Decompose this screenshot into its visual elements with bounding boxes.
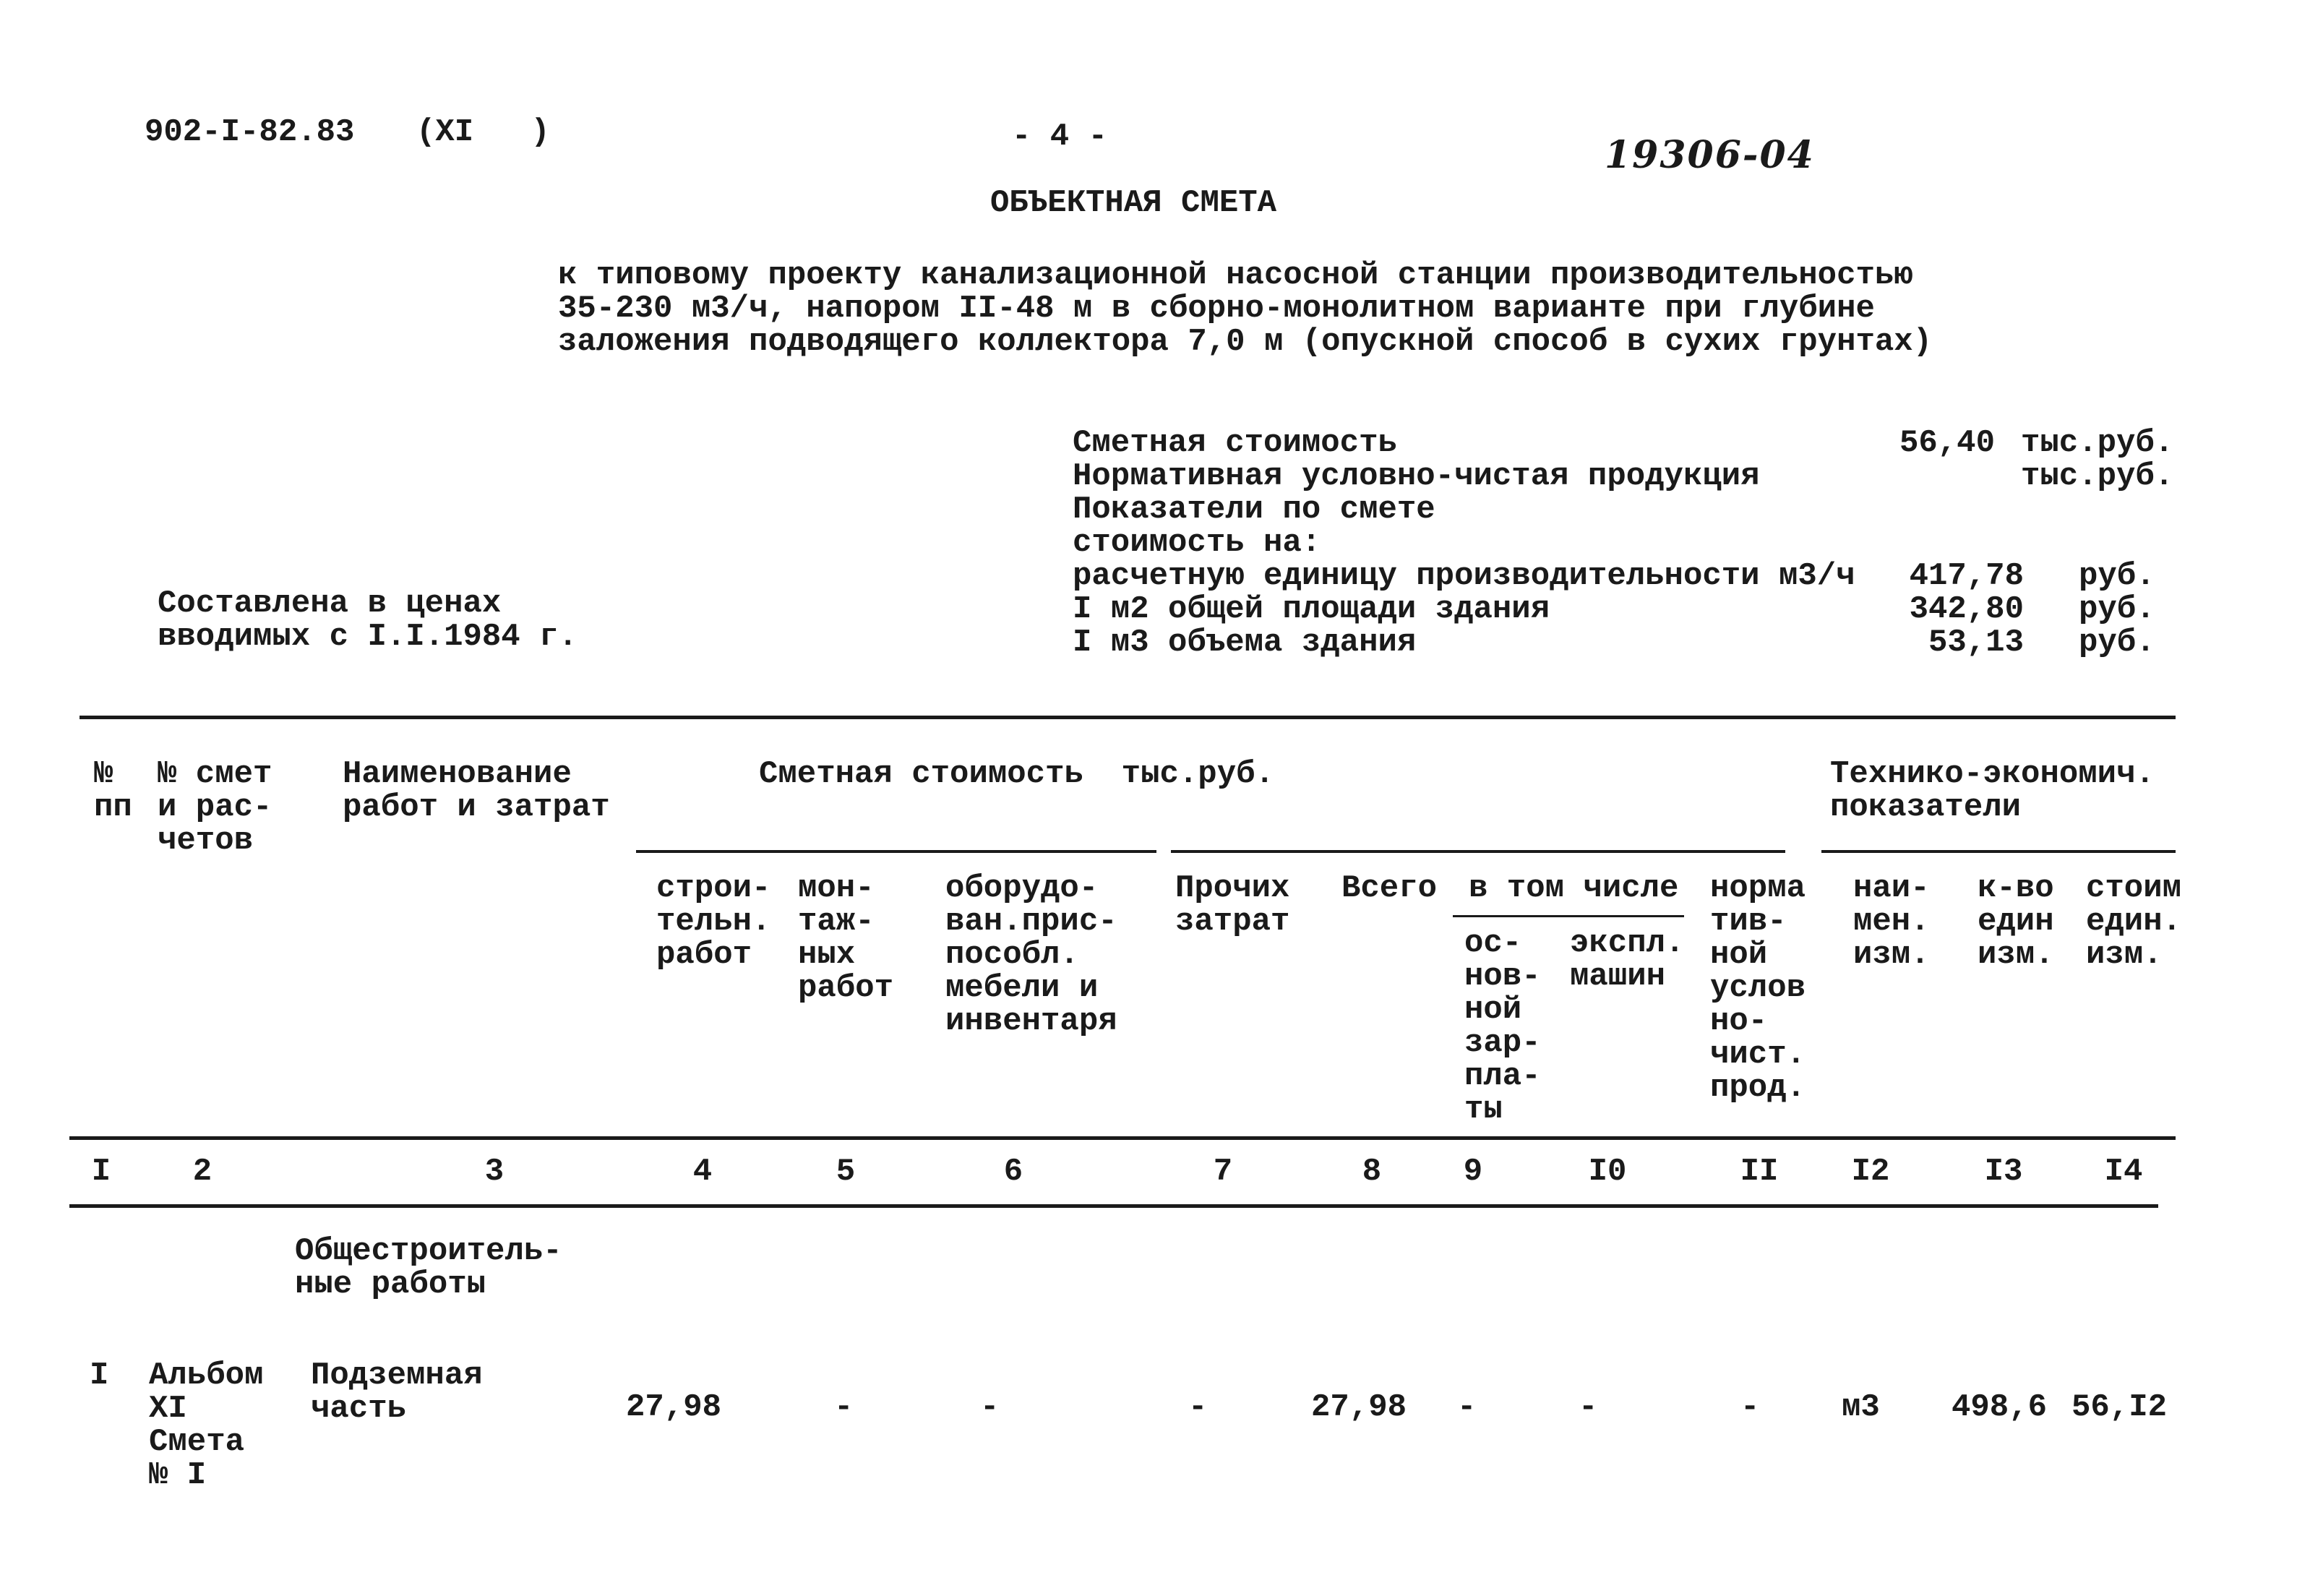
- header-total: Всего: [1341, 870, 1438, 906]
- header-num: № пп: [94, 756, 132, 825]
- col-number: I: [91, 1154, 111, 1190]
- cost-per-label: стоимость на:: [1073, 525, 1321, 561]
- subtitle-line-3: заложения подводящего коллектора 7,0 м (опускной способ в сухих грунтах): [558, 324, 1933, 360]
- subtitle-line-2: 35-230 м3/ч, напором II-48 м в сборно-монолитном варианте при глубине: [558, 291, 1875, 327]
- row-equipment: -: [980, 1389, 1000, 1425]
- cost-group-underline-right: [1171, 850, 1785, 853]
- including-underline: [1453, 915, 1684, 917]
- estimate-cost-value: 56,40: [1899, 425, 1995, 461]
- inventory-number: 19306-04: [1605, 133, 1815, 177]
- document-title: ОБЪЕКТНАЯ СМЕТА: [990, 185, 1277, 221]
- per-capacity-label: расчетную единицу производительности м3/ч: [1073, 558, 1855, 594]
- col-number: I3: [1984, 1154, 2023, 1190]
- header-name: Наименование работ и затрат: [343, 756, 610, 825]
- col-number: 4: [692, 1154, 713, 1190]
- col-number: 3: [484, 1154, 505, 1190]
- row-salary: -: [1457, 1389, 1477, 1425]
- album-mark: (XI ): [416, 114, 550, 150]
- header-estimate: № смет и рас- четов: [158, 756, 272, 859]
- row-unit-qty: 498,6: [1952, 1389, 2048, 1425]
- row-machines: -: [1579, 1389, 1598, 1425]
- prices-note-line-1: Составлена в ценах: [158, 585, 502, 622]
- header-unit-cost: стоим един. изм.: [2086, 870, 2182, 973]
- row-norm: -: [1740, 1389, 1760, 1425]
- row-total: 27,98: [1311, 1389, 1407, 1425]
- cost-group-underline-left: [636, 850, 1156, 853]
- col-number: 2: [192, 1154, 212, 1190]
- subtitle-line-1: к типовому проекту канализационной насосной станции производительностью: [558, 257, 1913, 293]
- document-code: 902-I-82.83: [145, 114, 355, 150]
- row-unit-cost: 56,I2: [2071, 1389, 2168, 1425]
- net-product-label: Нормативная условно-чистая продукция: [1073, 458, 1760, 494]
- row-estimate: Альбом XI Смета № I: [149, 1357, 264, 1493]
- per-volume-unit: руб.: [2079, 625, 2155, 661]
- row-other: -: [1188, 1389, 1208, 1425]
- col-number: 6: [1003, 1154, 1023, 1190]
- per-capacity-value: 417,78: [1909, 558, 2024, 594]
- per-volume-value: 53,13: [1928, 625, 2024, 661]
- header-cost-group: Сметная стоимость тыс.руб.: [759, 756, 1274, 792]
- header-unit-name: наи- мен. изм.: [1853, 870, 1930, 973]
- row-num: I: [90, 1357, 109, 1394]
- prices-note-line-2: вводимых с I.I.1984 г.: [158, 619, 578, 655]
- header-other: Прочих затрат: [1175, 870, 1290, 940]
- col-number: 7: [1213, 1154, 1233, 1190]
- header-unit-qty: к-во един изм.: [1978, 870, 2054, 973]
- header-bottom-rule: [69, 1136, 2176, 1140]
- header-machines: экспл. машин: [1570, 925, 1685, 995]
- indicators-label: Показатели по смете: [1073, 492, 1435, 528]
- row-name: Подземная часть: [311, 1357, 483, 1427]
- col-number: I2: [1851, 1154, 1890, 1190]
- tech-group-underline: [1821, 850, 2176, 853]
- header-equipment: оборудо- ван.прис- пособл. мебели и инвентаря: [945, 870, 1117, 1039]
- header-including: в том числе: [1469, 870, 1679, 906]
- per-area-unit: руб.: [2079, 591, 2155, 627]
- per-capacity-unit: руб.: [2079, 558, 2155, 594]
- estimate-cost-label: Сметная стоимость: [1073, 425, 1397, 461]
- col-number: 9: [1463, 1154, 1483, 1190]
- col-number: 8: [1362, 1154, 1382, 1190]
- row-unit-name: м3: [1842, 1389, 1880, 1425]
- column-numbers-rule: [69, 1204, 2158, 1208]
- header-installation: мон- таж- ных работ: [798, 870, 894, 1006]
- header-construction: строи- тельн. работ: [656, 870, 771, 973]
- section-title: Общестроитель- ные работы: [295, 1233, 562, 1303]
- estimate-cost-unit: тыс.руб.: [2021, 425, 2174, 461]
- page-number: - 4 -: [1012, 119, 1108, 155]
- header-tech-group: Технико-экономич. показатели: [1830, 756, 2155, 825]
- col-number: I0: [1588, 1154, 1627, 1190]
- col-number: 5: [836, 1154, 856, 1190]
- row-installation: -: [834, 1389, 854, 1425]
- per-area-value: 342,80: [1909, 591, 2024, 627]
- per-volume-label: I м3 объема здания: [1073, 625, 1417, 661]
- header-salary: ос- нов- ной зар- пла- ты: [1464, 925, 1541, 1128]
- row-construction: 27,98: [626, 1389, 722, 1425]
- table-top-rule: [80, 716, 2176, 719]
- per-area-label: I м2 общей площади здания: [1073, 591, 1550, 627]
- col-number: II: [1740, 1154, 1779, 1190]
- header-norm: норма тив- ной услов но- чист. прод.: [1710, 870, 1806, 1106]
- net-product-unit: тыс.руб.: [2021, 458, 2174, 494]
- col-number: I4: [2104, 1154, 2143, 1190]
